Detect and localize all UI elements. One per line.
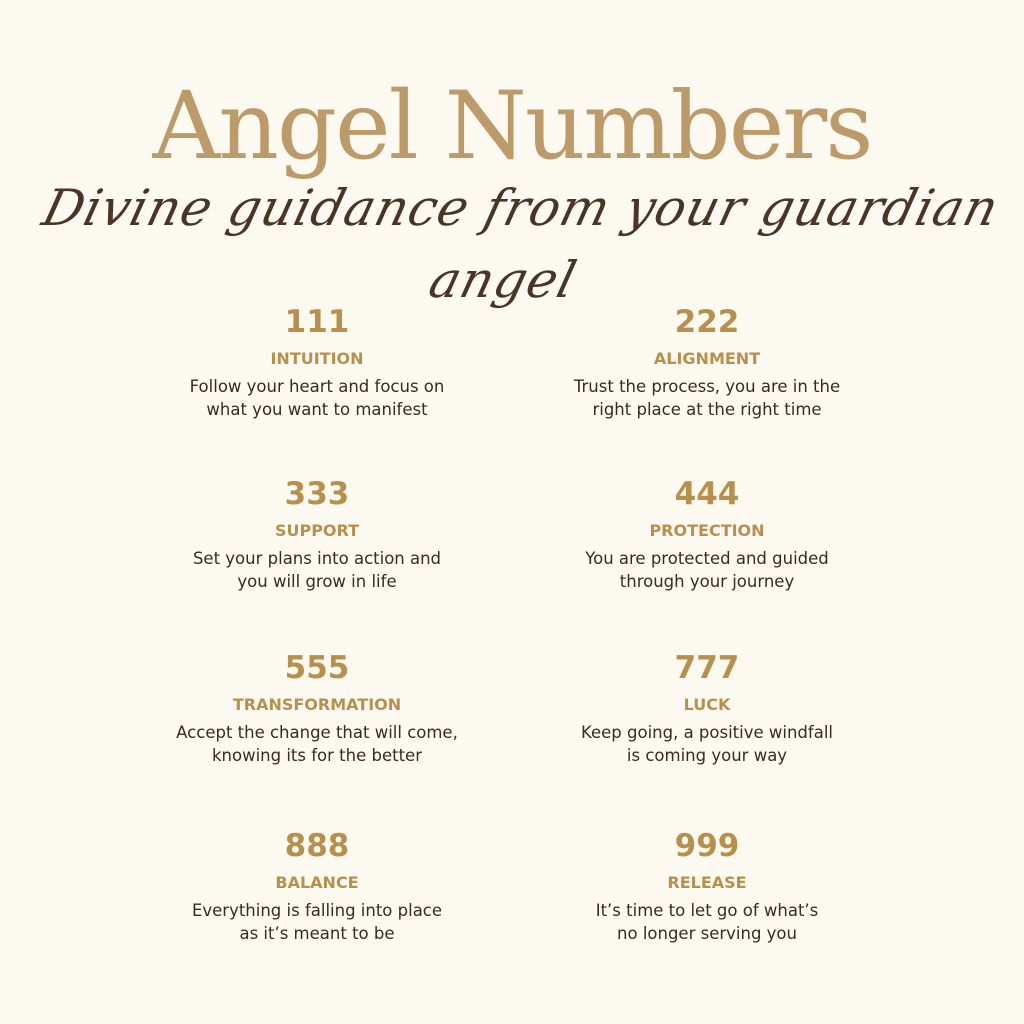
- card-number: 999: [674, 828, 740, 864]
- card-number: 777: [674, 650, 740, 686]
- card-999: [517, 827, 897, 945]
- card-number: 333: [284, 476, 350, 512]
- card-number: 888: [284, 828, 350, 864]
- card-888: [127, 827, 507, 945]
- card-description-line: Trust the process, you are in the: [573, 377, 841, 396]
- card-555: [127, 649, 507, 767]
- card-number: 555: [284, 650, 350, 686]
- card-description: [127, 375, 507, 421]
- card-label: TRANSFORMATION: [232, 695, 402, 714]
- card-description-line: knowing its for the better: [211, 746, 422, 765]
- card-111: [127, 303, 507, 421]
- card-description: [517, 721, 897, 767]
- card-description-line: Keep going, a positive windfall: [580, 723, 833, 742]
- card-label: BALANCE: [275, 873, 359, 892]
- card-description-line: Everything is falling into place: [191, 901, 443, 920]
- card-label: PROTECTION: [649, 521, 765, 540]
- card-description: [517, 547, 897, 593]
- card-description-line: Accept the change that will come,: [176, 723, 458, 742]
- card-777: [517, 649, 897, 767]
- card-description: [517, 375, 897, 421]
- card-label: SUPPORT: [274, 521, 360, 540]
- card-description-line: no longer serving you: [617, 924, 797, 943]
- card-description-line: Set your plans into action and: [192, 549, 442, 568]
- page-subtitle: Divine guidance from your guardian angel: [36, 179, 1006, 309]
- card-333: [127, 475, 507, 593]
- page-title: Angel Numbers: [152, 72, 872, 181]
- card-222: [517, 303, 897, 421]
- card-label: RELEASE: [667, 873, 747, 892]
- card-description-line: as it’s meant to be: [239, 924, 395, 943]
- card-number: 222: [674, 304, 740, 340]
- card-description-line: what you want to manifest: [206, 400, 428, 419]
- card-label: INTUITION: [270, 349, 364, 368]
- card-number: 444: [674, 476, 740, 512]
- card-description: [127, 899, 507, 945]
- card-description: [127, 547, 507, 593]
- card-label: LUCK: [683, 695, 731, 714]
- card-description-line: is coming your way: [626, 746, 788, 765]
- card-number: 111: [284, 304, 350, 340]
- card-description-line: It’s time to let go of what’s: [595, 901, 819, 920]
- card-description: [517, 899, 897, 945]
- card-444: [517, 475, 897, 593]
- card-description-line: you will grow in life: [237, 572, 397, 591]
- card-description: [127, 721, 507, 767]
- card-description-line: right place at the right time: [592, 400, 822, 419]
- card-description-line: Follow your heart and focus on: [189, 377, 445, 396]
- card-label: ALIGNMENT: [653, 349, 761, 368]
- card-description-line: You are protected and guided: [585, 549, 829, 568]
- card-description-line: through your journey: [619, 572, 795, 591]
